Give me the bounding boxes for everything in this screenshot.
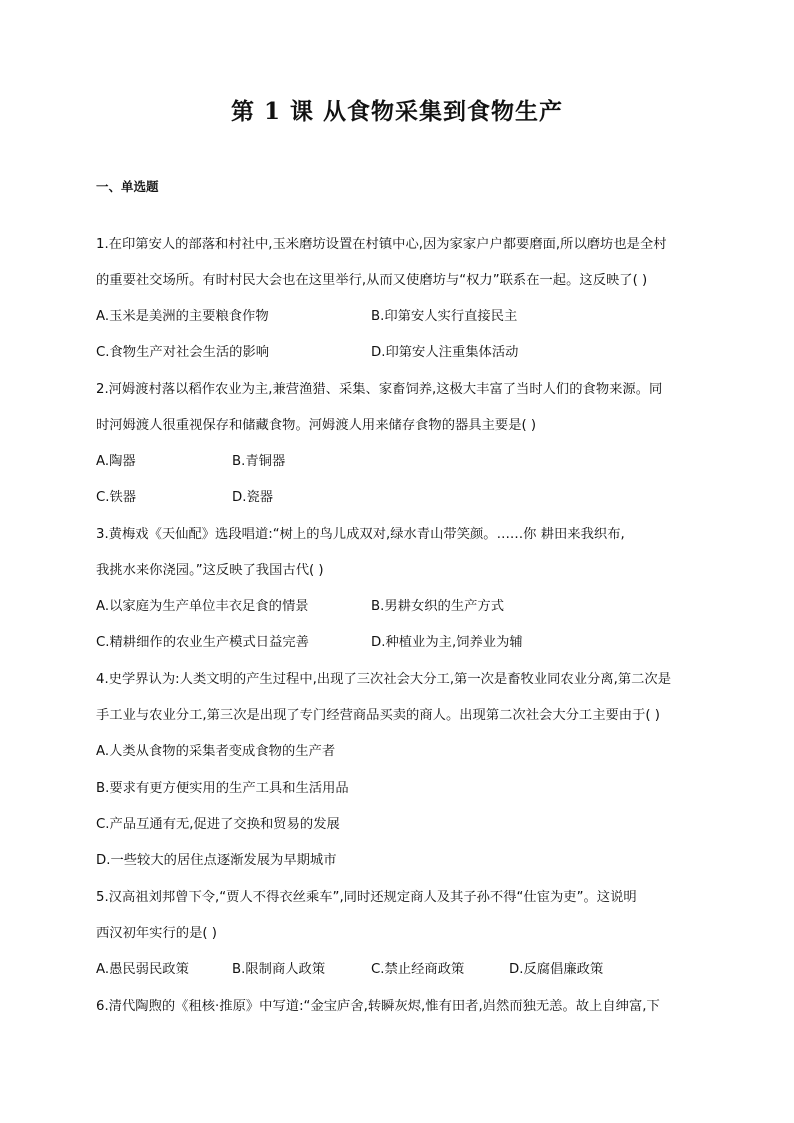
question-5-option-b: B.限制商人政策 <box>232 962 326 977</box>
question-3-option-b: B.男耕女织的生产方式 <box>371 599 505 614</box>
question-2-option-d: D.瓷器 <box>232 490 274 505</box>
question-3-line-1: 3.黄梅戏《天仙配》选段唱道:“树上的鸟儿成双对,绿水青山带笑颜。……你 耕田来我织布, <box>96 527 625 542</box>
question-3-option-c: C.精耕细作的农业生产模式日益完善 <box>96 635 309 650</box>
question-5-option-c: C.禁止经商政策 <box>371 962 465 977</box>
question-4-option-d: D.一些较大的居住点逐渐发展为早期城市 <box>96 853 337 868</box>
question-2-option-c: C.铁器 <box>96 490 137 505</box>
question-3-option-a: A.以家庭为生产单位丰衣足食的情景 <box>96 599 309 614</box>
question-4-option-a: A.人类从食物的采集者变成食物的生产者 <box>96 744 336 759</box>
question-4-line-1: 4.史学界认为:人类文明的产生过程中,出现了三次社会大分工,第一次是畜牧业同农业分离,第二次是 <box>96 672 672 687</box>
question-4-option-b: B.要求有更方便实用的生产工具和生活用品 <box>96 781 349 796</box>
question-4-option-c: C.产品互通有无,促进了交换和贸易的发展 <box>96 817 340 832</box>
question-1-option-d: D.印第安人注重集体活动 <box>371 345 519 360</box>
question-5-line-1: 5.汉高祖刘邦曾下令,“贾人不得衣丝乘车”,同时还规定商人及其子孙不得“仕宦为吏”。这说明 <box>96 890 637 905</box>
question-1-line-1: 1.在印第安人的部落和村社中,玉米磨坊设置在村镇中心,因为家家户户都要磨面,所以磨坊也是全村 <box>96 237 667 252</box>
question-1-option-a: A.玉米是美洲的主要粮食作物 <box>96 309 269 324</box>
question-3-line-2: 我挑水来你浇园。”这反映了我国古代( ) <box>96 563 324 578</box>
section-heading: 一、单选题 <box>96 179 159 194</box>
question-6-line-1: 6.清代陶煦的《租核·推原》中写道:“金宝庐舍,转瞬灰烬,惟有田者,岿然而独无恙。故上自绅富,下 <box>96 999 660 1014</box>
question-2-line-1: 2.河姆渡村落以稻作农业为主,兼营渔猎、采集、家畜饲养,这极大丰富了当时人们的食物来源。同 <box>96 382 663 397</box>
question-5-option-d: D.反腐倡廉政策 <box>509 962 604 977</box>
question-5-option-a: A.愚民弱民政策 <box>96 962 189 977</box>
question-1-option-b: B.印第安人实行直接民主 <box>371 309 518 324</box>
question-4-line-2: 手工业与农业分工,第三次是出现了专门经营商品买卖的商人。出现第二次社会大分工主要由于( ) <box>96 708 660 723</box>
question-1-option-c: C.食物生产对社会生活的影响 <box>96 345 270 360</box>
question-2-line-2: 时河姆渡人很重视保存和储藏食物。河姆渡人用来储存食物的器具主要是( ) <box>96 418 537 433</box>
question-2-option-b: B.青铜器 <box>232 454 286 469</box>
question-1-line-2: 的重要社交场所。有时村民大会也在这里举行,从而又使磨坊与“权力”联系在一起。这反映了( ) <box>96 273 648 288</box>
question-5-line-2: 西汉初年实行的是( ) <box>96 926 217 941</box>
question-3-option-d: D.种植业为主,饲养业为辅 <box>371 635 523 650</box>
page-title: 第 1 课 从食物采集到食物生产 <box>230 98 564 125</box>
question-2-option-a: A.陶器 <box>96 454 136 469</box>
